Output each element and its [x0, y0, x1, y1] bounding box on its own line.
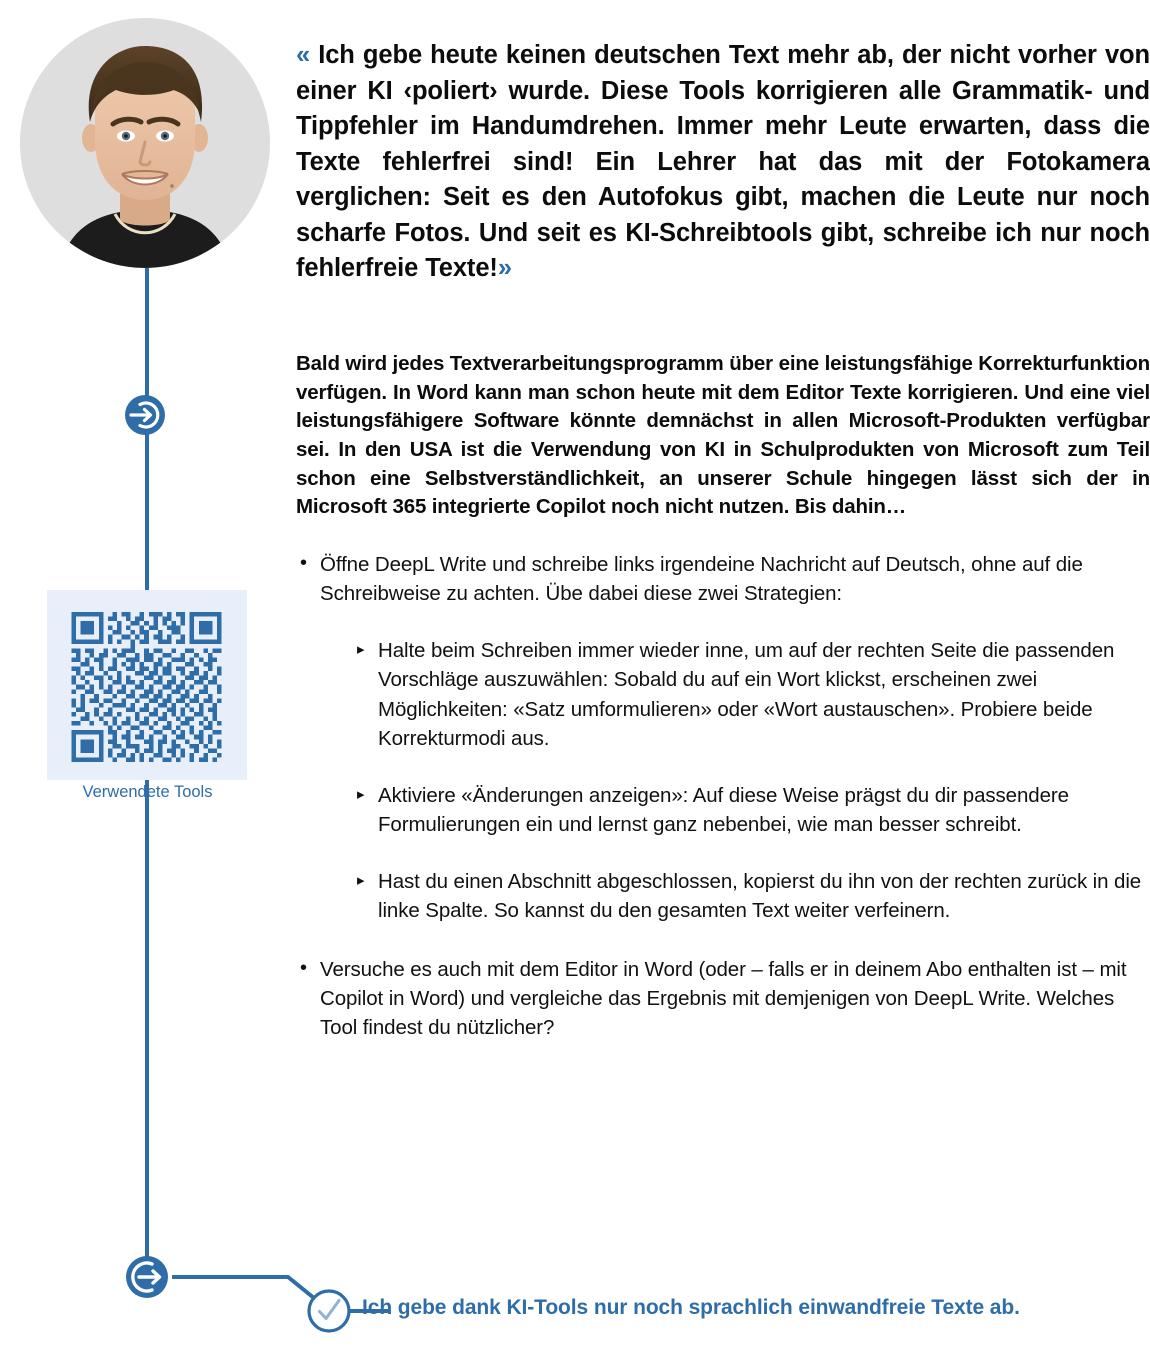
sub-bullet-glyph: ▸	[357, 871, 365, 889]
sub-task-text: Halte beim Schreiben immer wieder inne, um auf der rechten Seite die passenden Vorschläge auszuwählen: Sobald du auf ein Wort klickst, erscheinen zwei Möglichkeiten: «Satz umformulieren» oder «Wort austauschen». Probiere beide Korrekturmodi aus.	[378, 639, 1115, 750]
timeline-enter-node	[121, 391, 169, 439]
list-item	[296, 550, 1150, 925]
list-item	[296, 955, 1150, 1042]
task-list	[296, 550, 1150, 1042]
bullet-glyph: •	[300, 957, 307, 980]
quote-close-mark: »	[497, 254, 512, 283]
list-item	[353, 636, 1150, 752]
pull-quote	[296, 0, 1150, 287]
avatar	[20, 18, 270, 268]
intro-paragraph: Bald wird jedes Textverarbeitungsprogramm über eine leistungsfähige Korrekturfunktion verfügen. In Word kann man schon heute mit dem Editor Texte korrigieren. Und eine viel leistungsfähigere Software könnte demnächst in allen Microsoft-Produkten verfügbar sei. In den USA ist die Verwendung von KI in Schulprodukten von Microsoft zum Teil schon eine Selbstverständlichkeit, an unserer Schule hingegen lässt sich der in Microsoft 365 integrierte Copilot noch nicht nutzen. Bis dahin…	[296, 351, 1150, 519]
quote-open-mark: «	[296, 41, 311, 69]
arrow-exit-circle-icon	[121, 1251, 173, 1303]
sub-task-text: Aktiviere «Änderungen anzeigen»: Auf diese Weise prägst du dir passendere Formulierungen ein und lernst ganz nebenbei, wie man besser schreibt.	[378, 783, 1069, 836]
footer-check-circle	[306, 1288, 352, 1334]
list-item	[353, 867, 1150, 925]
timeline-exit-node	[121, 1251, 173, 1303]
footer-outcome-text: Ich gebe dank KI-Tools nur noch sprachlich einwandfreie Texte ab.	[362, 1296, 1020, 1319]
qr-code-icon[interactable]	[64, 612, 229, 762]
sub-bullet-glyph: ▸	[357, 641, 365, 659]
qr-code-card[interactable]	[47, 590, 247, 780]
list-item	[353, 781, 1150, 839]
arrow-enter-circle-icon	[121, 391, 169, 439]
task-text: Versuche es auch mit dem Editor in Word (oder – falls er in deinem Abo enthalten ist – mit Copilot in Word) und vergleiche das Ergebnis mit demjenigen von DeepL Write. Welches Tool findest du nützlicher?	[320, 958, 1127, 1040]
check-circle-icon	[306, 1288, 352, 1334]
sub-task-text: Hast du einen Abschnitt abgeschlossen, kopierst du ihn von der rechten zurück in die linke Spalte. So kannst du den gesamten Text weiter verfeinern.	[378, 869, 1142, 923]
task-text: Öffne DeepL Write und schreibe links irgendeine Nachricht auf Deutsch, ohne auf die Schreibweise zu achten. Übe dabei diese zwei Strategien:	[320, 553, 1083, 606]
sub-bullet-glyph: ▸	[357, 785, 365, 803]
quote-text: Ich gebe heute keinen deutschen Text mehr ab, der nicht vorher von einer KI ‹poliert› wurde. Diese Tools korrigieren alle Grammatik- und Tippfehler im Handumdrehen. Immer mehr Leute erwarten, dass die Texte fehlerfrei sind! Ein Lehrer hat das mit der Fotokamera verglichen: Seit es den Autofokus gibt, machen die Leute nur noch scharfe Fotos. Und seit es KI-Schreibtools gibt, schreibe ich nur noch fehlerfreie Texte!	[296, 41, 1150, 283]
bullet-glyph: •	[300, 552, 307, 575]
sub-task-list	[320, 636, 1150, 925]
content-column	[296, 0, 1150, 1042]
qr-code-label: Verwendete Tools	[82, 783, 213, 801]
footer-connector-line	[140, 1240, 390, 1350]
